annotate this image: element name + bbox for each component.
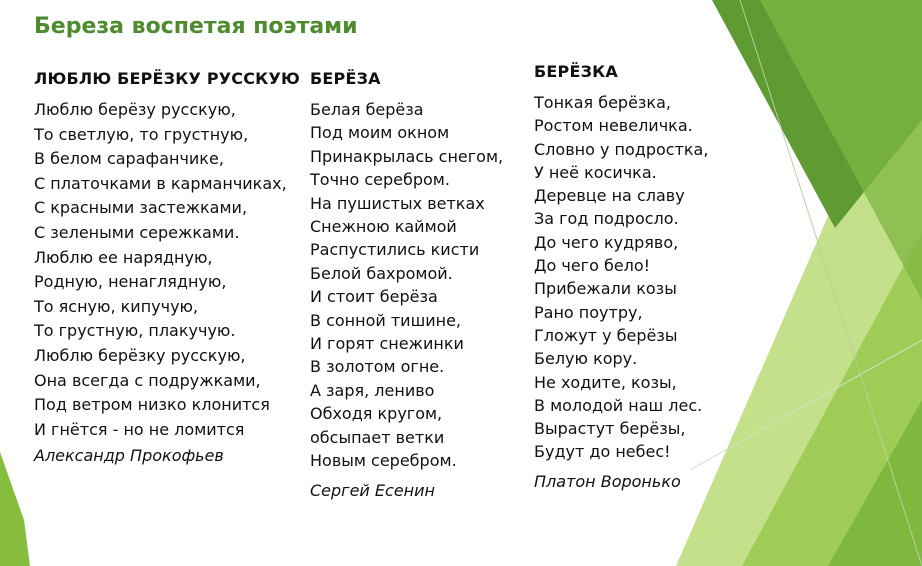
poem-line: То ясную, кипучую, xyxy=(34,296,199,316)
poem-line: Люблю берёзку русскую, xyxy=(34,345,246,365)
poem-line: Словно у подростка, xyxy=(534,139,709,159)
poem-line: Не ходите, козы, xyxy=(534,372,677,392)
poem-line: С красными застежками, xyxy=(34,198,248,218)
poem-line: Она всегда с подружками, xyxy=(34,370,261,390)
poem-line: И гнётся - но не ломится xyxy=(34,419,245,439)
poem-line: Белой бахромой. xyxy=(310,263,453,283)
poem-line: В сонной тишине, xyxy=(310,310,461,330)
poem-line: В золотом огне. xyxy=(310,357,445,377)
poem-line: Прибежали козы xyxy=(534,279,677,299)
poem-line: До чего кудряво, xyxy=(534,232,679,252)
poem-line: Точно серебром. xyxy=(310,170,450,190)
poem-line: Деревце на славу xyxy=(534,186,685,206)
poem-line: Родную, ненаглядную, xyxy=(34,272,227,292)
poem-line: Снежною каймой xyxy=(310,217,457,237)
poem-line: Люблю берёзу русскую, xyxy=(34,100,236,119)
poem-author: Сергей Есенин xyxy=(310,480,435,500)
poem-line: А заря, лениво xyxy=(310,380,435,400)
poem-author: Александр Прокофьев xyxy=(34,446,224,466)
poem-line: Обходя кругом, xyxy=(310,404,443,424)
poem-heading: ЛЮБЛЮ БЕРЁЗКУ РУССКУЮ xyxy=(34,69,300,88)
poem-line: Рано поутру, xyxy=(534,302,643,322)
poem-line: За год подросло. xyxy=(534,209,679,229)
poem-heading: БЕРЁЗКА xyxy=(534,62,619,81)
poem-column-3 xyxy=(534,62,708,491)
poem-lines xyxy=(34,98,300,442)
poem-line: Под ветром низко клонится xyxy=(34,395,270,415)
poem-lines xyxy=(534,91,708,464)
poem-line: Белая берёза xyxy=(310,100,424,119)
poem-line: С зелеными сережками. xyxy=(34,222,240,242)
poem-line: Под моим окном xyxy=(310,123,450,143)
poem-lines xyxy=(310,98,503,473)
poem-line: На пушистых ветках xyxy=(310,193,485,213)
poem-line: Гложут у берёзы xyxy=(534,325,678,345)
poem-line: Ростом невеличка. xyxy=(534,116,693,136)
poem-line: обсыпает ветки xyxy=(310,427,445,447)
page-title: Береза воспетая поэтами xyxy=(34,14,358,39)
poem-line: Тонкая берёзка, xyxy=(534,93,671,112)
poem-line: Распустились кисти xyxy=(310,240,480,260)
poem-line: То светлую, то грустную, xyxy=(34,124,249,144)
poem-line: До чего бело! xyxy=(534,256,651,276)
poem-line: Принакрылась снегом, xyxy=(310,146,504,166)
poem-column-2 xyxy=(310,69,503,500)
poem-line: В белом сарафанчике, xyxy=(34,149,224,169)
poem-author: Платон Воронько xyxy=(534,471,681,491)
poem-line: Люблю ее нарядную, xyxy=(34,247,213,267)
poem-column-1 xyxy=(34,69,300,465)
poem-line: Будут до небес! xyxy=(534,442,671,462)
poem-line: У неё косичка. xyxy=(534,162,657,182)
poem-line: Новым серебром. xyxy=(310,451,457,471)
poem-line: То грустную, плакучую. xyxy=(34,321,236,341)
poem-line: Белую кору. xyxy=(534,349,638,369)
poem-line: Вырастут берёзы, xyxy=(534,419,686,439)
poem-line: В молодой наш лес. xyxy=(534,395,703,415)
poem-heading: БЕРЁЗА xyxy=(310,69,381,88)
poem-line: С платочками в карманчиках, xyxy=(34,173,287,193)
poem-line: И стоит берёза xyxy=(310,287,438,307)
poem-line: И горят снежинки xyxy=(310,334,464,354)
left-green-stripe xyxy=(0,452,30,566)
